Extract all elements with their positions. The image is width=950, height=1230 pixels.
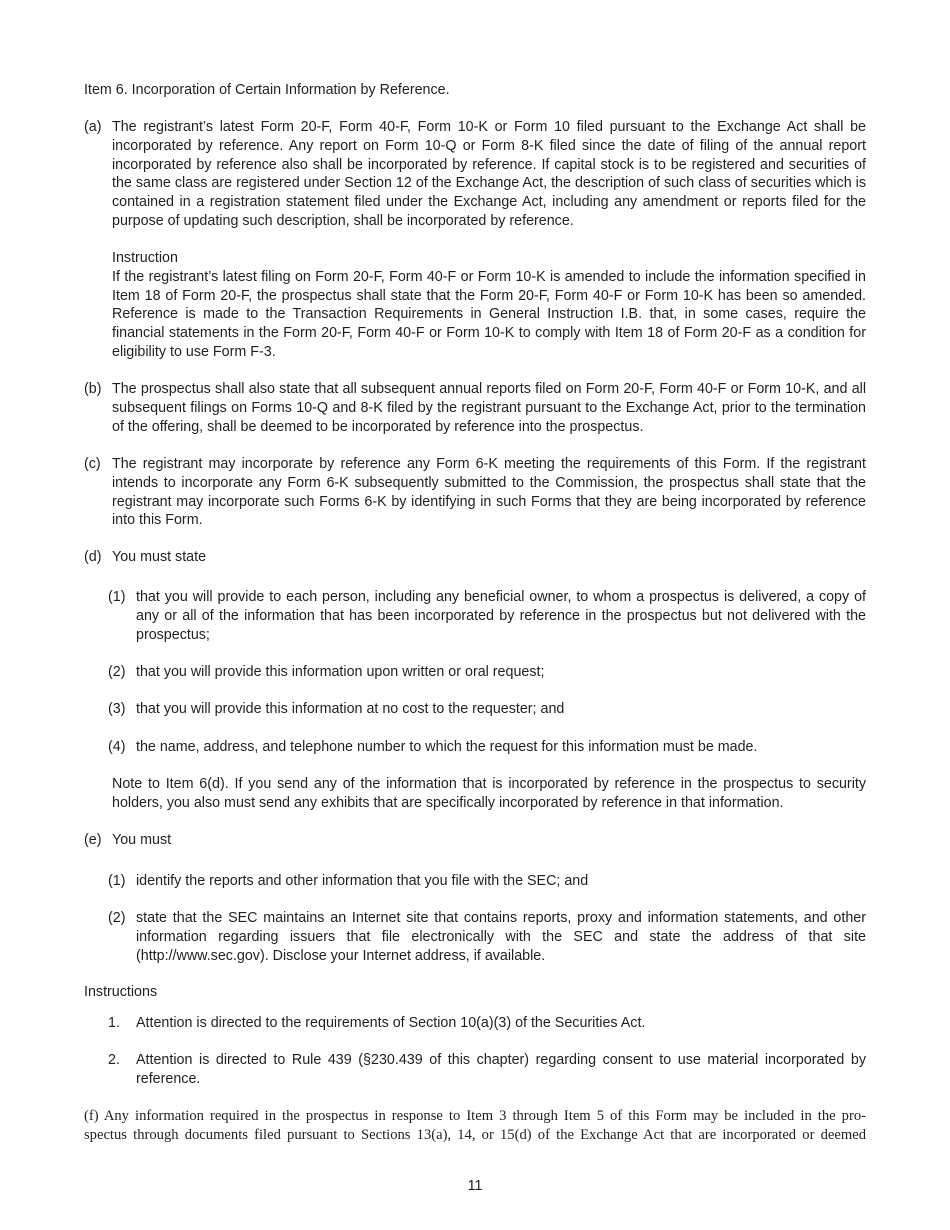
paragraph-d-item-2-text: that you will provide this information upon written or oral request;: [136, 664, 545, 680]
paragraph-d-item-2: [108, 663, 866, 682]
paragraph-f: [84, 1107, 866, 1145]
paragraph-e: [84, 831, 866, 850]
paragraph-e-item-2-label: (2): [108, 910, 126, 926]
paragraph-a-label: (a): [84, 119, 102, 135]
paragraph-d-item-3: [108, 700, 866, 719]
paragraph-d-item-3-label: (3): [108, 701, 126, 717]
paragraph-e-item-2-text: state that the SEC maintains an Internet site that contains reports, proxy and information statements, and other information regarding issuers that file electronically with the SEC and state the address of that site (http://www.sec.gov). Disclose your Internet address, if available.: [136, 910, 866, 964]
paragraph-e-item-2: [108, 909, 866, 965]
paragraph-f-line-2: spectus through documents filed pursuant to Sections 13(a), 14, or 15(d) of the Exchange Act that are incorporated or deemed: [84, 1126, 866, 1143]
paragraph-d-text: You must state: [112, 549, 207, 565]
paragraph-e-item-1-text: identify the reports and other information that you file with the SEC; and: [136, 873, 589, 889]
paragraph-e-item-1-label: (1): [108, 873, 126, 889]
note-item-6d: Note to Item 6(d). If you send any of the information that is incorporated by reference in the prospectus to security holders, you also must send any exhibits that are specifically incorporated by reference in that information.: [112, 776, 866, 811]
paragraph-d: [84, 548, 866, 567]
instructions-title: Instructions: [84, 984, 158, 1000]
instructions-item-2-text: Attention is directed to Rule 439 (§230.439 of this chapter) regarding consent to use material incorporated by reference.: [136, 1052, 866, 1087]
instructions-item-1-label: 1.: [108, 1015, 120, 1031]
paragraph-f-line-1: (f) Any information required in the prospectus in response to Item 3 through Item 5 of this Form may be included in the pro-: [84, 1108, 866, 1124]
paragraph-c-label: (c): [84, 456, 101, 472]
paragraph-a-text: The registrant’s latest Form 20-F, Form 40-F, Form 10-K or Form 10 filed pursuant to the Exchange Act shall be incorporated by reference. Any report on Form 10-Q or Form 8-K filed since the date of filing of the annual report incorporated by reference also shall be incorporated by reference. If capital stock is to be registered and securities of the same class are registered under Section 12 of the Exchange Act, the description of such class of securities which is contained in a registration statement filed under the Exchange Act, including any amendment or reports filed for the purpose of updating such description, shall be incorporated by reference.: [112, 119, 866, 229]
paragraph-d-item-3-text: that you will provide this information at no cost to the requester; and: [136, 701, 565, 717]
paragraph-d-label: (d): [84, 549, 102, 565]
paragraph-c: [84, 455, 866, 530]
paragraph-d-item-4-text: the name, address, and telephone number to which the request for this information must be made.: [136, 739, 758, 755]
instruction-a: [112, 249, 866, 362]
paragraph-d-item-4-label: (4): [108, 739, 126, 755]
instruction-a-title: Instruction: [112, 250, 178, 266]
paragraph-b-label: (b): [84, 381, 102, 397]
instructions-item-2: [108, 1051, 866, 1089]
paragraph-d-item-2-label: (2): [108, 664, 126, 680]
paragraph-d-item-1-text: that you will provide to each person, including any beneficial owner, to whom a prospectus is delivered, a copy of any or all of the information that has been incorporated by reference in the prospectus but not delivered with the prospectus;: [136, 589, 866, 643]
instruction-a-text: If the registrant’s latest filing on Form 20-F, Form 40-F or Form 10-K is amended to include the information specified in Item 18 of Form 20-F, the prospectus shall state that the Form 20-F, Form 40-F or Form 10-K has been so amended. Reference is made to the Transaction Requirements in General Instruction I.B. that, in some cases, require the financial statements in the Form 20-F, Form 40-F or Form 10-K to comply with Item 18 of Form 20-F as a condition for eligibility to use Form F-3.: [112, 268, 866, 360]
paragraph-c-text: The registrant may incorporate by reference any Form 6-K meeting the requirements of this Form. If the registrant intends to incorporate any Form 6-K subsequently submitted to the Commission, the prospectus shall state that the registrant may incorporate such Forms 6-K by identifying in such Forms that they are being incorporated by reference into this Form.: [112, 456, 866, 529]
paragraph-b-text: The prospectus shall also state that all subsequent annual reports filed on Form 20-F, Form 40-F or Form 10-K, and all subsequent filings on Forms 10-Q and 8-K filed by the registrant pursuant to the Exchange Act, prior to the termination of the offering, shall be deemed to be incorporated by reference into the prospectus.: [112, 381, 866, 435]
paragraph-e-label: (e): [84, 832, 102, 848]
paragraph-b: [84, 380, 866, 436]
instructions-item-2-label: 2.: [108, 1052, 120, 1068]
instructions-item-1: [108, 1014, 866, 1033]
paragraph-e-text: You must: [112, 832, 172, 848]
paragraph-d-item-1: [108, 588, 866, 644]
paragraph-d-item-1-label: (1): [108, 589, 126, 605]
page-number: 11: [467, 1178, 483, 1194]
paragraph-d-item-4: [108, 738, 866, 757]
instructions-item-1-text: Attention is directed to the requirements of Section 10(a)(3) of the Securities Act.: [136, 1015, 646, 1031]
paragraph-a: [84, 118, 866, 231]
item-6-heading: Item 6. Incorporation of Certain Information by Reference.: [84, 82, 450, 98]
paragraph-e-item-1: [108, 872, 866, 891]
